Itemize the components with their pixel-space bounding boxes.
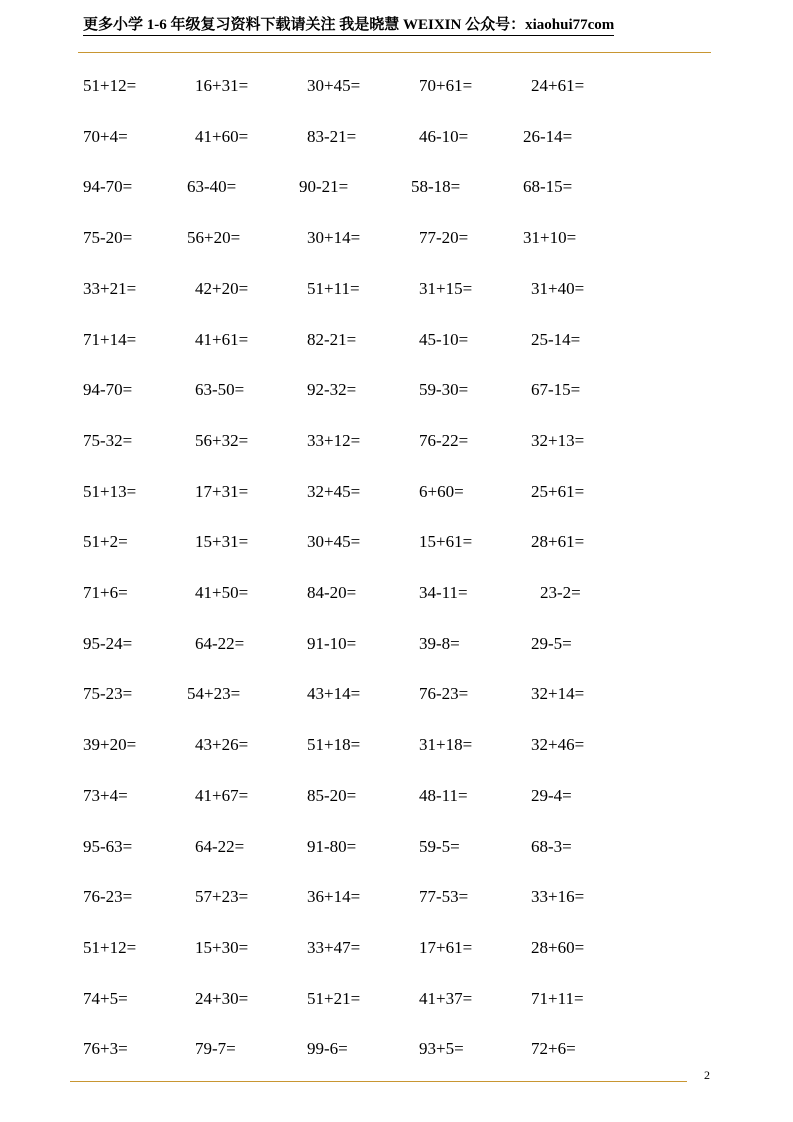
- page-number: 2: [704, 1068, 710, 1082]
- arithmetic-problem: 32+13=: [531, 431, 585, 450]
- arithmetic-problem: 56+32=: [195, 431, 249, 450]
- arithmetic-problem: 28+60=: [531, 938, 585, 957]
- arithmetic-problem: 33+21=: [83, 279, 137, 298]
- arithmetic-problem: 17+61=: [419, 938, 473, 957]
- arithmetic-problem: 31+10=: [523, 228, 577, 247]
- arithmetic-problem: 41+50=: [195, 583, 249, 602]
- arithmetic-problem: 84-20=: [307, 583, 357, 602]
- arithmetic-problem: 43+14=: [307, 684, 361, 703]
- arithmetic-problem: 58-18=: [411, 177, 461, 196]
- arithmetic-problem: 36+14=: [307, 887, 361, 906]
- arithmetic-problem: 95-63=: [83, 837, 133, 856]
- arithmetic-problem: 82-21=: [307, 330, 357, 349]
- arithmetic-problem: 51+12=: [83, 76, 137, 95]
- arithmetic-problem: 43+26=: [195, 735, 249, 754]
- arithmetic-problem: 48-11=: [419, 786, 468, 805]
- arithmetic-problem: 91-10=: [307, 634, 357, 653]
- arithmetic-problem: 6+60=: [419, 482, 464, 501]
- arithmetic-problem: 24+61=: [531, 76, 585, 95]
- arithmetic-problem: 93+5=: [419, 1039, 464, 1058]
- arithmetic-problem: 70+61=: [419, 76, 473, 95]
- arithmetic-problem: 94-70=: [83, 177, 133, 196]
- arithmetic-problem: 67-15=: [531, 380, 581, 399]
- arithmetic-problem: 73+4=: [83, 786, 128, 805]
- arithmetic-problem: 33+12=: [307, 431, 361, 450]
- arithmetic-problem: 42+20=: [195, 279, 249, 298]
- arithmetic-problem: 32+45=: [307, 482, 361, 501]
- arithmetic-problem: 39+20=: [83, 735, 137, 754]
- arithmetic-problem: 30+14=: [307, 228, 361, 247]
- arithmetic-problem: 90-21=: [299, 177, 349, 196]
- arithmetic-problem: 75-23=: [83, 684, 133, 703]
- arithmetic-problem: 26-14=: [523, 127, 573, 146]
- arithmetic-problem: 70+4=: [83, 127, 128, 146]
- header-rule: [78, 52, 711, 53]
- arithmetic-problem: 51+18=: [307, 735, 361, 754]
- arithmetic-problem: 74+5=: [83, 989, 128, 1008]
- arithmetic-problem: 31+18=: [419, 735, 473, 754]
- arithmetic-problem: 54+23=: [187, 684, 241, 703]
- arithmetic-problem: 63-50=: [195, 380, 245, 399]
- arithmetic-problem: 15+30=: [195, 938, 249, 957]
- arithmetic-problem: 64-22=: [195, 837, 245, 856]
- arithmetic-problem: 30+45=: [307, 532, 361, 551]
- arithmetic-problem: 41+60=: [195, 127, 249, 146]
- arithmetic-problem: 15+61=: [419, 532, 473, 551]
- arithmetic-problem: 68-3=: [531, 837, 572, 856]
- arithmetic-problem: 29-4=: [531, 786, 572, 805]
- arithmetic-problem: 28+61=: [531, 532, 585, 551]
- arithmetic-problem: 91-80=: [307, 837, 357, 856]
- arithmetic-problem: 85-20=: [307, 786, 357, 805]
- arithmetic-problem: 32+46=: [531, 735, 585, 754]
- arithmetic-problem: 45-10=: [419, 330, 469, 349]
- arithmetic-problem: 76-23=: [83, 887, 133, 906]
- arithmetic-problem: 76-22=: [419, 431, 469, 450]
- arithmetic-problem: 51+21=: [307, 989, 361, 1008]
- arithmetic-problem: 94-70=: [83, 380, 133, 399]
- arithmetic-problem: 46-10=: [419, 127, 469, 146]
- arithmetic-problem: 24+30=: [195, 989, 249, 1008]
- header-text: 更多小学 1-6 年级复习资料下载请关注 我是晓慧 WEIXIN 公众号：xiaohui77com: [83, 16, 614, 36]
- arithmetic-problem: 59-5=: [419, 837, 460, 856]
- arithmetic-problem: 92-32=: [307, 380, 357, 399]
- arithmetic-problem: 99-6=: [307, 1039, 348, 1058]
- arithmetic-problem: 71+11=: [531, 989, 584, 1008]
- arithmetic-problem: 79-7=: [195, 1039, 236, 1058]
- arithmetic-problem: 59-30=: [419, 380, 469, 399]
- arithmetic-problem: 34-11=: [419, 583, 468, 602]
- arithmetic-problem: 51+2=: [83, 532, 128, 551]
- arithmetic-problem: 39-8=: [419, 634, 460, 653]
- arithmetic-problem: 75-32=: [83, 431, 133, 450]
- arithmetic-problem: 16+31=: [195, 76, 249, 95]
- arithmetic-problem: 33+16=: [531, 887, 585, 906]
- arithmetic-problem: 95-24=: [83, 634, 133, 653]
- arithmetic-problem: 57+23=: [195, 887, 249, 906]
- arithmetic-problem: 25+61=: [531, 482, 585, 501]
- arithmetic-problem: 31+15=: [419, 279, 473, 298]
- arithmetic-problem: 41+37=: [419, 989, 473, 1008]
- arithmetic-problem: 31+40=: [531, 279, 585, 298]
- arithmetic-problem: 51+13=: [83, 482, 137, 501]
- arithmetic-problem: 77-20=: [419, 228, 469, 247]
- arithmetic-problem: 30+45=: [307, 76, 361, 95]
- arithmetic-problem: 23-2=: [540, 583, 581, 602]
- arithmetic-problem: 51+11=: [307, 279, 360, 298]
- arithmetic-problem: 41+61=: [195, 330, 249, 349]
- arithmetic-problem: 68-15=: [523, 177, 573, 196]
- arithmetic-problem: 32+14=: [531, 684, 585, 703]
- arithmetic-problem: 72+6=: [531, 1039, 576, 1058]
- footer-rule: [70, 1081, 687, 1082]
- arithmetic-problem: 51+12=: [83, 938, 137, 957]
- arithmetic-problem: 17+31=: [195, 482, 249, 501]
- arithmetic-problem: 71+6=: [83, 583, 128, 602]
- arithmetic-problem: 75-20=: [83, 228, 133, 247]
- arithmetic-problem: 76+3=: [83, 1039, 128, 1058]
- arithmetic-problem: 83-21=: [307, 127, 357, 146]
- arithmetic-problem: 29-5=: [531, 634, 572, 653]
- arithmetic-problem: 76-23=: [419, 684, 469, 703]
- arithmetic-problem: 15+31=: [195, 532, 249, 551]
- arithmetic-problem: 25-14=: [531, 330, 581, 349]
- arithmetic-problem: 41+67=: [195, 786, 249, 805]
- arithmetic-problem: 77-53=: [419, 887, 469, 906]
- arithmetic-problem: 71+14=: [83, 330, 137, 349]
- arithmetic-problem: 33+47=: [307, 938, 361, 957]
- arithmetic-problem: 64-22=: [195, 634, 245, 653]
- arithmetic-problem: 63-40=: [187, 177, 237, 196]
- arithmetic-problem: 56+20=: [187, 228, 241, 247]
